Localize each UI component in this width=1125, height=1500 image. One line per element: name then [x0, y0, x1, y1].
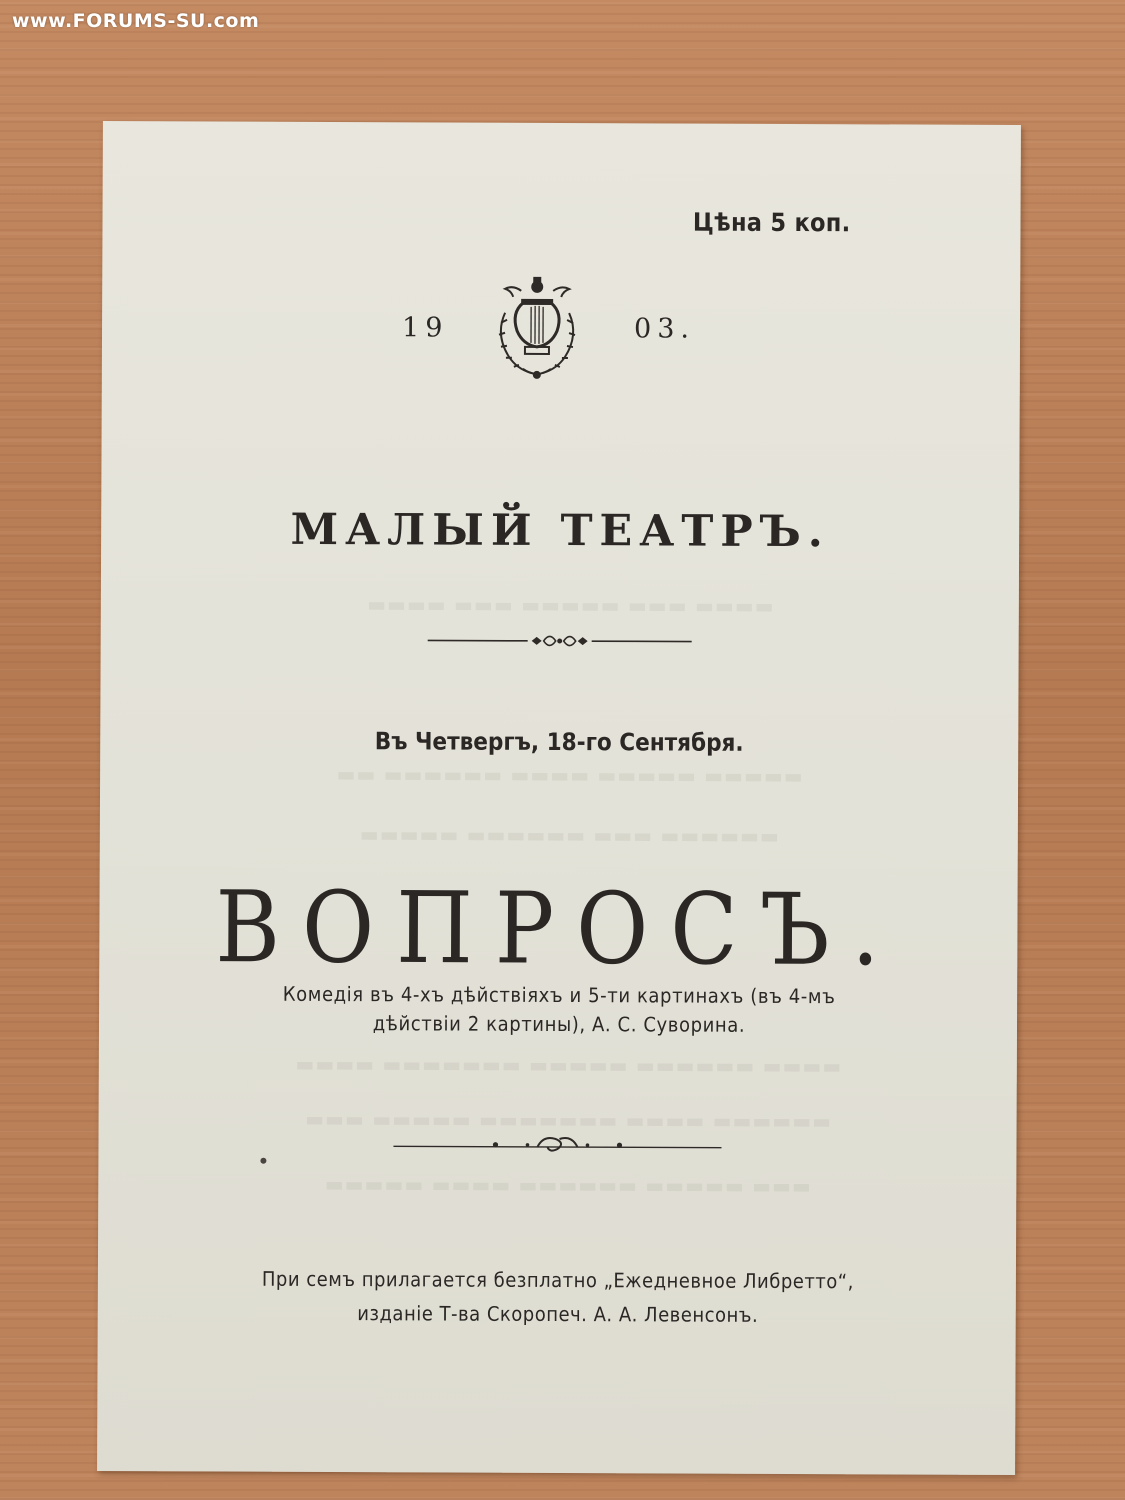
subtitle-line-2: дѣйствіи 2 картины), А. С. Суворина. — [372, 1011, 746, 1037]
bleed-through-texture: ▬▬ ▬▬▬▬▬▬ ▬▬▬▬ ▬▬▬▬▬ ▬▬▬▬▬ — [336, 762, 804, 789]
subtitle-line-1: Комедія въ 4-хъ дѣйствіяхъ и 5-ти картинахъ (въ 4-мъ — [282, 981, 836, 1009]
performance-date: Въ Четвергъ, 18-го Сентября. — [374, 727, 744, 757]
bleed-through-texture: ▬▬▬▬ ▬▬▬ ▬▬▬▬▬ ▬▬▬ ▬▬▬▬ — [367, 592, 775, 618]
theatre-program-sheet — [97, 121, 1021, 1475]
year-right: 03. — [633, 313, 696, 345]
bleed-through-texture: ▬▬▬▬▬ ▬▬▬▬▬▬ ▬▬▬ ▬▬▬▬▬▬ — [359, 822, 780, 848]
lyre-emblem-icon — [487, 273, 587, 385]
price-label: Цѣна 5 коп. — [692, 207, 851, 238]
ornament-divider-icon — [101, 629, 1019, 657]
flourish-divider-icon — [98, 1131, 1016, 1163]
bleed-through-texture: ▬▬▬ ▬▬▬▬▬ ▬▬▬▬▬▬▬ ▬▬▬▬ ▬▬▬▬▬▬ — [305, 1106, 833, 1134]
year-left: 19 — [401, 312, 449, 344]
play-title: ВОПРОСЪ. — [215, 869, 902, 988]
bleed-through-texture: ▬▬▬▬ ▬▬▬▬▬▬▬ ▬▬▬▬▬ ▬▬▬▬▬▬ ▬▬▬▬ — [295, 1051, 843, 1079]
site-watermark: www.FORUMS-SU.com — [12, 10, 260, 32]
note-line-1: При семъ прилагается безплатно „Ежедневное Либретто“, — [261, 1266, 854, 1294]
theatre-name: МАЛЫЙ ТЕАТРЪ. — [290, 504, 830, 558]
bleed-through-texture: ▬▬▬▬▬ ▬▬▬▬ ▬▬▬▬▬▬ ▬▬▬▬▬ ▬▬▬ — [324, 1171, 812, 1199]
note-line-2: изданіе Т-ва Скоропеч. А. А. Левенсонъ. — [357, 1301, 759, 1327]
play-subtitle — [159, 979, 959, 1040]
libretto-note — [138, 1261, 978, 1333]
